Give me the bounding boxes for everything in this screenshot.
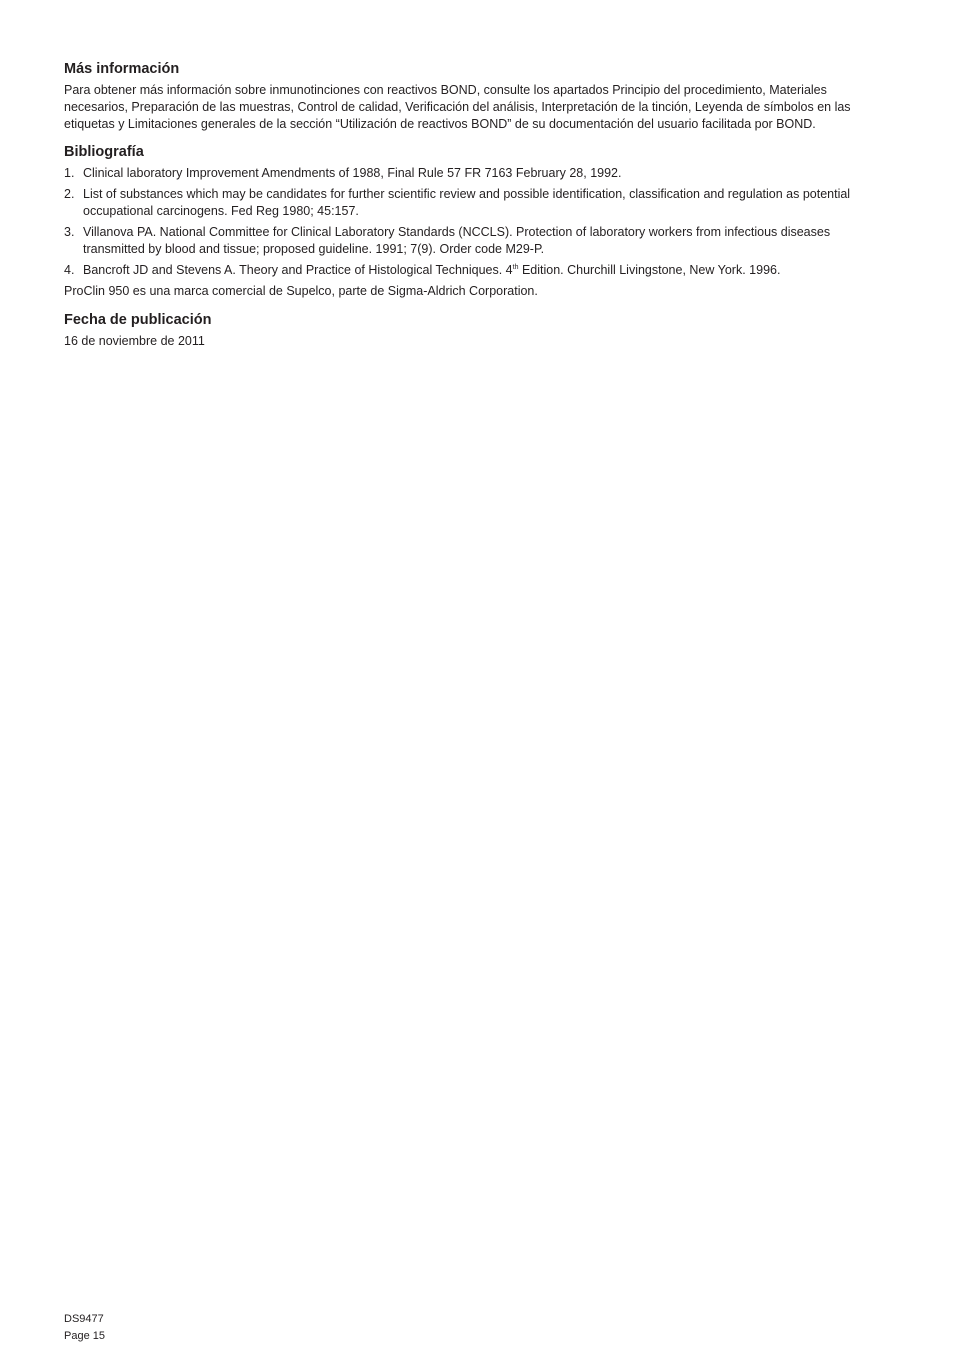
reference-number: 1. bbox=[64, 166, 75, 180]
reference-item bbox=[64, 262, 884, 279]
reference-text: Villanova PA. National Committee for Clinical Laboratory Standards (NCCLS). Protection of laboratory workers from infectious diseases transmitted by blood and tissue; proposed guideline. 1991; 7(9). Order code M29-P. bbox=[83, 225, 831, 256]
more-info-section bbox=[64, 60, 884, 133]
publication-heading: Fecha de publicación bbox=[64, 312, 212, 328]
more-info-heading: Más información bbox=[64, 61, 180, 77]
reference-number: 3. bbox=[64, 225, 75, 239]
reference-item bbox=[64, 224, 884, 258]
reference-text-before: Bancroft JD and Stevens A. Theory and Practice of Histological Techniques. 4 bbox=[83, 263, 513, 277]
bibliography-heading: Bibliografía bbox=[64, 144, 144, 160]
ordinal-superscript: th bbox=[512, 264, 519, 271]
page-footer bbox=[64, 1311, 105, 1345]
reference-text-after: Edition. Churchill Livingstone, New York. 1996. bbox=[518, 263, 781, 277]
document-code: DS9477 bbox=[64, 1313, 104, 1325]
reference-number: 2. bbox=[64, 187, 75, 201]
publication-date: 16 de noviembre de 2011 bbox=[64, 334, 205, 348]
reference-item bbox=[64, 165, 884, 182]
reference-number: 4. bbox=[64, 263, 75, 277]
document-body bbox=[64, 60, 884, 350]
reference-text: Clinical laboratory Improvement Amendments of 1988, Final Rule 57 FR 7163 February 28, 1992. bbox=[83, 166, 622, 180]
page-number: Page 15 bbox=[64, 1330, 105, 1342]
more-info-paragraph: Para obtener más información sobre inmunotinciones con reactivos BOND, consulte los apartados Principio del procedimiento, Materiales necesarios, Preparación de las muestras, Control de calidad, Verificación del análisis, Interpretación de la tinción, Leyenda de símbolos en las etiquetas y Limitaciones generales de la sección “Utilización de reactivos BOND” de su documentación del usuario facilitada por BOND. bbox=[64, 83, 851, 131]
reference-item bbox=[64, 186, 884, 220]
reference-text: List of substances which may be candidates for further scientific review and possible identification, classification and regulation as potential occupational carcinogens. Fed Reg 1980; 45:157. bbox=[83, 187, 851, 218]
trademark-note: ProClin 950 es una marca comercial de Supelco, parte de Sigma-Aldrich Corporation. bbox=[64, 284, 538, 298]
bibliography-section bbox=[64, 143, 884, 300]
reference-list bbox=[64, 165, 884, 279]
publication-section bbox=[64, 311, 884, 350]
